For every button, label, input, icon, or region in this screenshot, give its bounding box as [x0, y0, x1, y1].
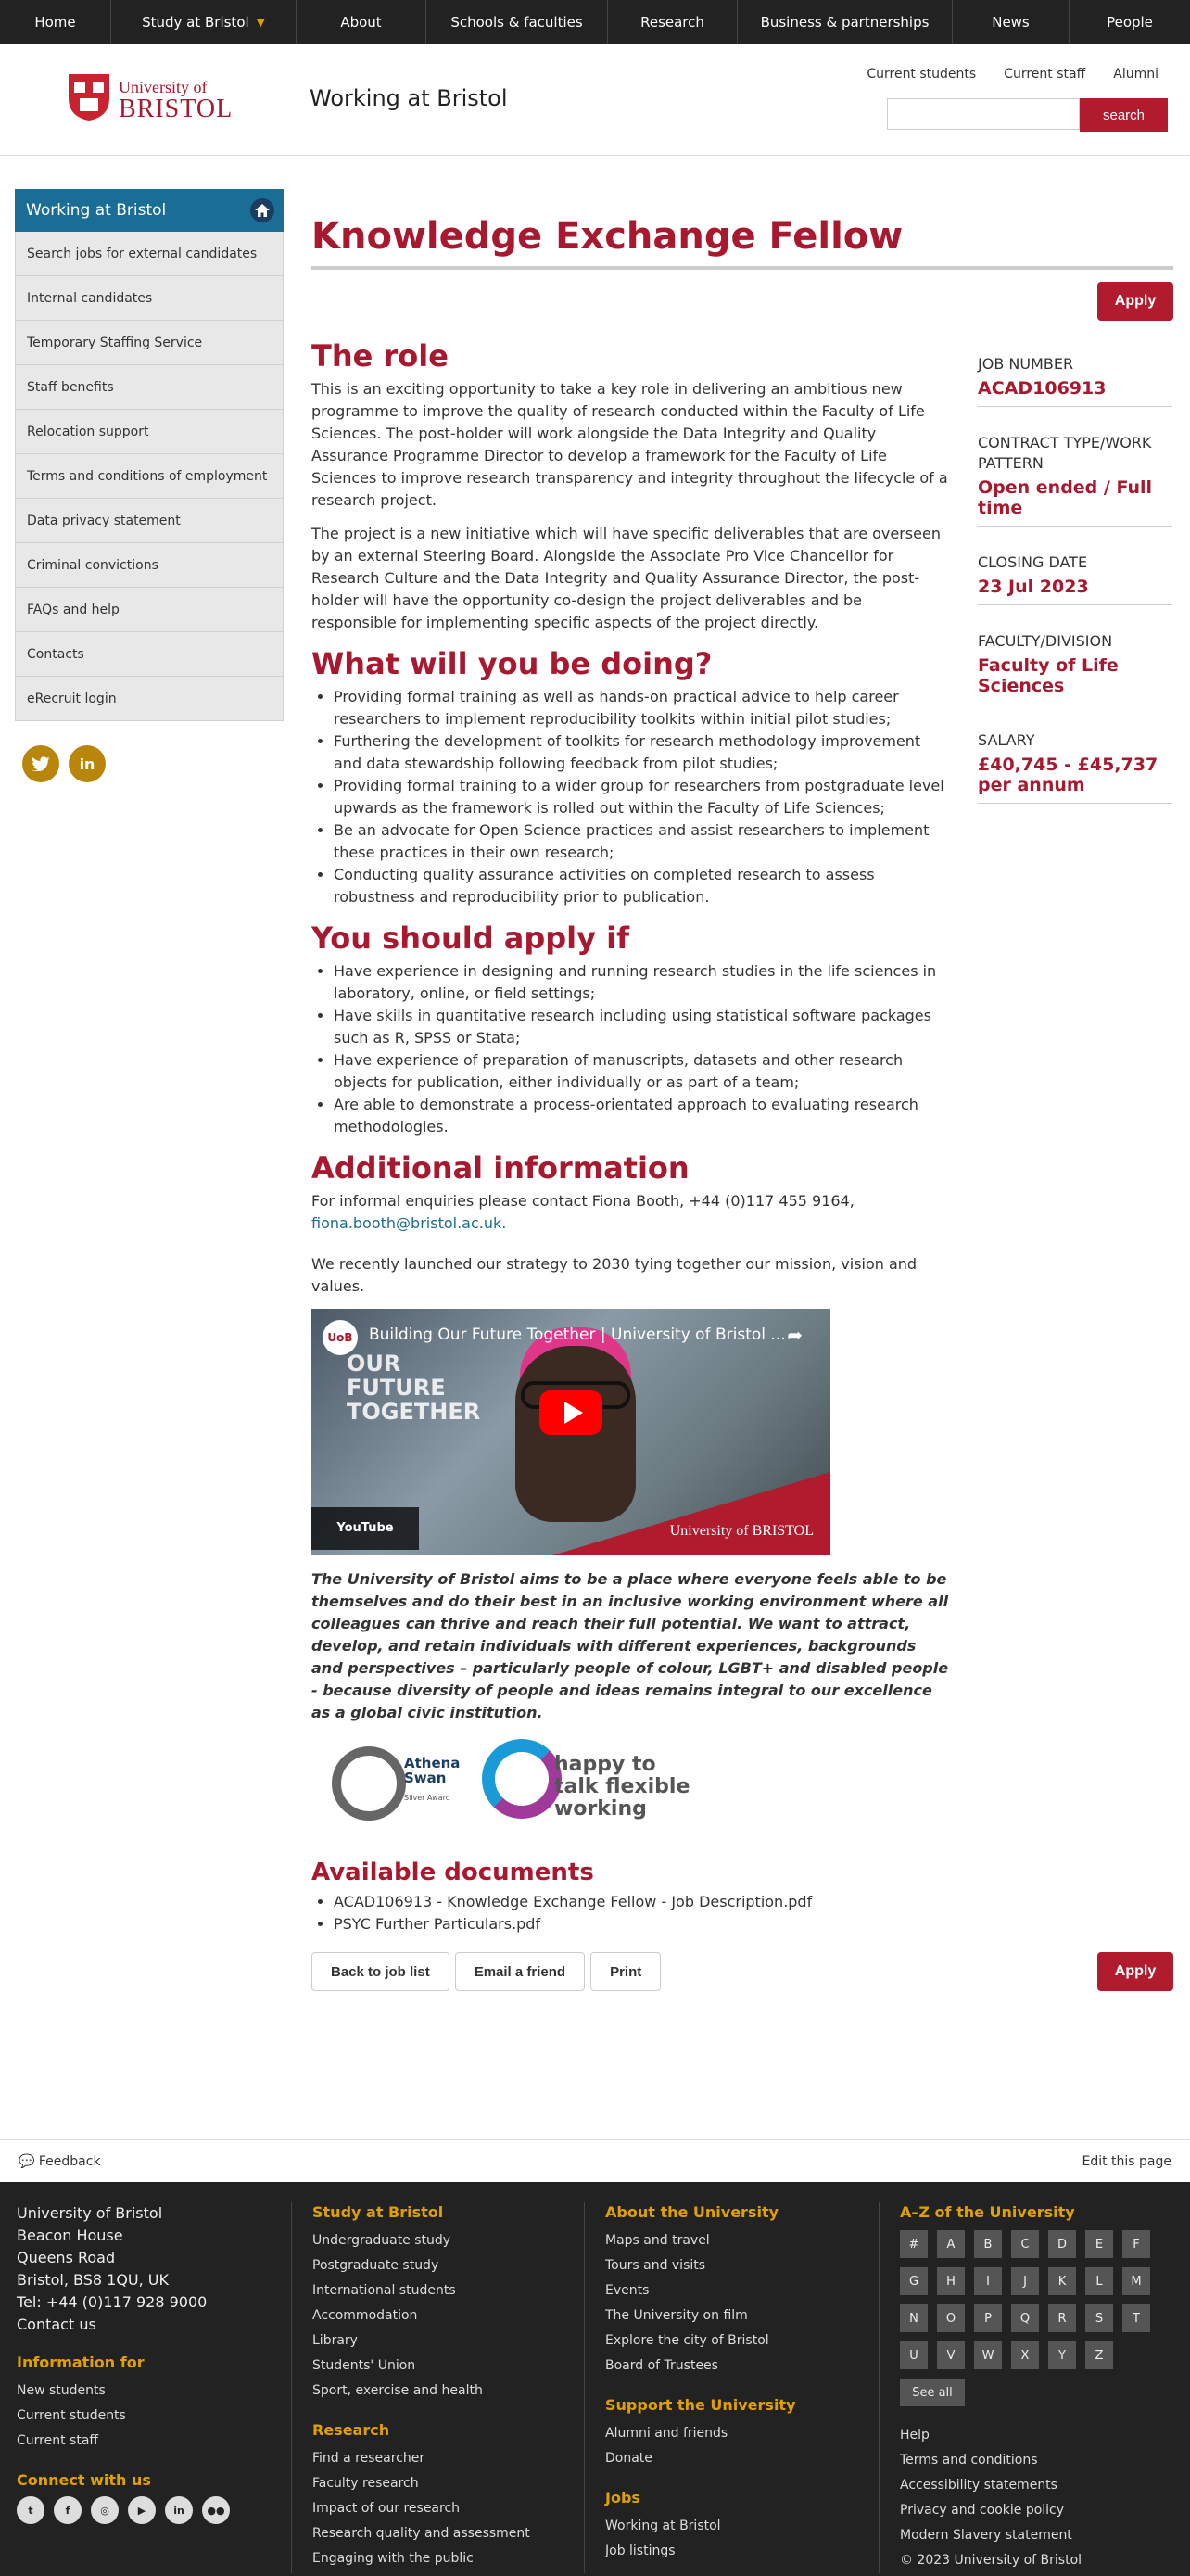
az-key[interactable]: U — [900, 2341, 928, 2369]
athena-sub: Silver Award — [404, 1794, 450, 1802]
list-item: • Conducting quality assurance activities on completed research to assess robustness and reproducibility prior to publication. — [334, 864, 951, 908]
diversity-statement: The University of Bristol aims to be a place where everyone feels able to be themselves and do their best in an inclusive working environment where all colleagues can thrive and reach their full potential. We want to attract, develop, and retain individuals with different experiences, backgrounds and perspectives – particularly people of colour, LGBT+ and disabled people - because diversity of people and ideas remains integral to our excellence as a global civic institution. — [311, 1570, 949, 1721]
search-input[interactable] — [887, 98, 1080, 130]
az-key[interactable]: E — [1085, 2230, 1113, 2258]
closing-date-value: 23 Jul 2023 — [978, 577, 1089, 597]
az-key[interactable]: H — [937, 2267, 965, 2295]
job-number-block — [978, 350, 1172, 407]
job-content — [311, 337, 951, 1947]
facebook-icon[interactable]: f — [54, 2496, 82, 2524]
share-icon[interactable]: ➦ — [787, 1324, 803, 1346]
youtube-logo[interactable] — [311, 1507, 419, 1550]
sidebar-heading[interactable] — [15, 189, 284, 232]
sidebar-social — [22, 745, 106, 782]
footer-link[interactable]: Faculty research — [312, 2476, 419, 2491]
contract-value: Open ended / Full time — [978, 477, 1153, 518]
az-key[interactable]: Z — [1085, 2341, 1113, 2369]
feedback-divider — [0, 2139, 1190, 2140]
footer-address-line: Bristol, BS8 1QU, UK — [17, 2271, 169, 2289]
nav-business[interactable]: Business & partnerships — [738, 0, 953, 44]
home-icon[interactable] — [250, 198, 274, 222]
footer-social — [17, 2496, 285, 2524]
az-key[interactable]: C — [1011, 2230, 1039, 2258]
nav-news[interactable]: News — [953, 0, 1070, 44]
footer-link[interactable]: Postgraduate study — [312, 2258, 439, 2273]
role-heading: The role — [311, 338, 449, 374]
list-item: • Have skills in quantitative research including using statistical software packages such as R, SPSS or Stata; — [334, 1005, 951, 1049]
nav-study[interactable]: Study at Bristol ▼ — [111, 0, 297, 44]
flex-line1: happy to — [554, 1753, 656, 1776]
nav-people[interactable]: People — [1107, 14, 1153, 31]
additional-heading: Additional information — [311, 1150, 690, 1186]
nav-schools[interactable]: Schools & faculties — [426, 0, 608, 44]
az-key[interactable]: # — [900, 2230, 928, 2258]
az-key[interactable]: B — [974, 2230, 1002, 2258]
footer-jobs-heading: Jobs — [605, 2489, 640, 2506]
footer-link[interactable]: Students' Union — [312, 2358, 416, 2373]
footer-link[interactable]: International students — [312, 2283, 456, 2298]
sidebar-item-criminal[interactable]: Criminal convictions — [15, 543, 284, 588]
az-key[interactable]: L — [1085, 2267, 1113, 2295]
footer-link[interactable]: Tours and visits — [605, 2258, 706, 2273]
list-item: • Be an advocate for Open Science practices and assist researchers to implement these practices in their own research; — [334, 819, 951, 864]
email-friend-button[interactable]: Email a friend — [455, 1952, 585, 1991]
az-key[interactable]: O — [937, 2304, 965, 2332]
sidebar-item-relocation[interactable]: Relocation support — [15, 410, 284, 454]
video-title[interactable]: Building Our Future Together | University of Bristol ... — [369, 1326, 786, 1344]
az-index — [900, 2230, 1184, 2406]
footer-link[interactable]: Library — [312, 2333, 358, 2348]
channel-logo[interactable]: UoB — [323, 1320, 358, 1355]
footer-connect-heading: Connect with us — [17, 2471, 151, 2489]
site-header — [0, 44, 1190, 156]
overlay-line3: TOGETHER — [347, 1399, 481, 1425]
az-key[interactable]: P — [974, 2304, 1002, 2332]
footer-support-heading: Support the University — [605, 2396, 796, 2414]
athena-swan-icon — [332, 1746, 406, 1821]
footer-address-line: Beacon House — [17, 2227, 123, 2244]
doing-list — [334, 686, 951, 908]
list-item: • Providing formal training to a wider group for researchers from postgraduate level upwards as the framework is rolled out within the Faculty of Life Sciences; — [334, 775, 951, 819]
footer-link[interactable]: New students — [17, 2383, 106, 2398]
feedback-label: Feedback — [38, 2154, 101, 2169]
az-key[interactable]: F — [1122, 2230, 1150, 2258]
footer-link[interactable]: Modern Slavery statement — [900, 2528, 1072, 2543]
back-to-job-list-button[interactable]: Back to job list — [311, 1952, 449, 1991]
video-player[interactable] — [311, 1309, 830, 1555]
documents-list — [334, 1891, 951, 1935]
footer-info-heading: Information for — [17, 2354, 145, 2371]
nav-research[interactable]: Research — [608, 0, 738, 44]
youtube-label: YouTube — [336, 1521, 394, 1535]
footer-column-study — [291, 2202, 578, 2573]
nav-home[interactable]: Home — [0, 0, 111, 44]
job-number-label: JOB NUMBER — [978, 355, 1074, 373]
closing-date-label: CLOSING DATE — [978, 553, 1088, 571]
chevron-down-icon: ▼ — [256, 16, 265, 29]
contract-label: CONTRACT TYPE/WORK PATTERN — [978, 434, 1152, 472]
az-key[interactable]: N — [900, 2304, 928, 2332]
athena-line1: Athena — [404, 1755, 461, 1771]
linkedin-icon[interactable]: in — [69, 745, 106, 782]
footer-address-line: Queens Road — [17, 2249, 116, 2266]
faculty-block — [978, 628, 1172, 704]
flex-line2: talk flexible — [554, 1775, 690, 1798]
flickr-icon[interactable]: ●● — [202, 2496, 230, 2524]
site-footer — [0, 2182, 1190, 2576]
contact-email-link[interactable]: fiona.booth@bristol.ac.uk. — [311, 1214, 507, 1232]
logo-line2: BRISTOL — [119, 95, 234, 123]
job-details — [978, 350, 1172, 826]
sidebar-item-internal[interactable]: Internal candidates — [15, 276, 284, 321]
sidebar-title: Working at Bristol — [26, 201, 167, 220]
flexible-working-text — [554, 1754, 690, 1821]
title-divider — [311, 266, 1173, 270]
footer-link[interactable]: Help — [900, 2428, 930, 2443]
list-item: • Are able to demonstrate a process-orientated approach to evaluating research methodologies. — [334, 1094, 951, 1138]
document-link-job-description[interactable]: ACAD106913 - Knowledge Exchange Fellow - Job Description.pdf — [334, 1893, 813, 1910]
footer-link[interactable]: Working at Bristol — [605, 2519, 721, 2533]
action-buttons — [311, 1952, 661, 1991]
contact-paragraph — [311, 1190, 951, 1235]
az-key[interactable]: S — [1085, 2304, 1113, 2332]
az-key[interactable]: I — [974, 2267, 1002, 2295]
footer-link[interactable]: Board of Trustees — [605, 2358, 718, 2373]
footer-contact-us-link[interactable]: Contact us — [17, 2316, 96, 2333]
az-key[interactable]: R — [1048, 2304, 1076, 2332]
list-item — [334, 1891, 951, 1913]
sidebar-item-terms[interactable]: Terms and conditions of employment — [15, 454, 284, 499]
sidebar-item-erecruit[interactable]: eRecruit login — [15, 677, 284, 721]
az-key[interactable]: A — [937, 2230, 965, 2258]
footer-link[interactable]: Job listings — [605, 2544, 676, 2558]
salary-block — [978, 727, 1172, 804]
footer-link[interactable]: Engaging with the public — [312, 2551, 474, 2566]
footer-link[interactable]: Impact of our research — [312, 2501, 461, 2516]
list-item: • Furthering the development of toolkits for research methodology improvement and data stewardship following feedback from pilot studies; — [334, 730, 951, 775]
closing-date-block — [978, 549, 1172, 605]
az-key[interactable]: K — [1048, 2267, 1076, 2295]
apply-button-top[interactable]: Apply — [1097, 282, 1173, 321]
overlay-line2: FUTURE — [347, 1375, 446, 1401]
az-key[interactable]: J — [1011, 2267, 1039, 2295]
sidebar-item-privacy[interactable]: Data privacy statement — [15, 499, 284, 543]
list-item: • Have experience in designing and running research studies in the life sciences in laboratory, online, or field settings; — [334, 960, 951, 1005]
footer-link[interactable]: Current staff — [17, 2433, 99, 2448]
az-key[interactable]: V — [937, 2341, 965, 2369]
salary-label: SALARY — [978, 731, 1035, 749]
footer-link[interactable]: Find a researcher — [312, 2451, 425, 2466]
az-key[interactable]: Y — [1048, 2341, 1076, 2369]
list-item — [334, 1913, 951, 1935]
az-key[interactable]: G — [900, 2267, 928, 2295]
az-see-all[interactable]: See all — [900, 2379, 965, 2406]
footer-link[interactable]: Explore the city of Bristol — [605, 2333, 769, 2348]
list-item: • Have experience of preparation of manuscripts, datasets and other research objects for publication, either individually or as part of a team; — [334, 1049, 951, 1094]
flex-line3: working — [554, 1797, 647, 1821]
nav-about[interactable]: About — [297, 0, 426, 44]
footer-link[interactable]: Research quality and assessment — [312, 2526, 530, 2541]
sidebar — [15, 189, 284, 721]
apply-button-bottom[interactable]: Apply — [1097, 1952, 1173, 1991]
edit-page-link[interactable]: Edit this page — [1082, 2154, 1171, 2169]
footer-link[interactable]: Accommodation — [312, 2308, 418, 2323]
footer-az-heading: A–Z of the University — [900, 2203, 1075, 2221]
footer-research-heading: Research — [312, 2421, 390, 2439]
footer-column-about — [584, 2202, 871, 2573]
footer-link[interactable]: Undergraduate study — [312, 2233, 451, 2248]
faculty-label: FACULTY/DIVISION — [978, 632, 1113, 650]
az-key[interactable]: D — [1048, 2230, 1076, 2258]
footer-study-heading: Study at Bristol — [312, 2203, 444, 2221]
video-brand: University of BRISTOL — [669, 1523, 814, 1539]
util-current-staff[interactable]: Current staff — [1004, 67, 1086, 82]
doing-heading: What will you be doing? — [311, 646, 713, 681]
page-title: Knowledge Exchange Fellow — [311, 215, 904, 258]
role-paragraph-1: This is an exciting opportunity to take a key role in delivering an ambitious new programme to improve the quality of research conducted within the Faculty of Life Sciences. The post-holder will work alongside the Data Integrity and Quality Assurance Programme Director to develop a framework for the Faculty of Life Sciences to improve research transparency and integrity throughout the lifecycle of a research project. — [311, 380, 948, 509]
utility-links — [867, 67, 1158, 82]
footer-about-heading: About the University — [605, 2203, 779, 2221]
logo-line1: University of — [119, 78, 208, 96]
salary-value: £40,745 - £45,737 per annum — [978, 755, 1158, 795]
documents-heading: Available documents — [311, 1859, 594, 1886]
footer-column-az — [879, 2202, 1184, 2573]
athena-swan-text — [404, 1756, 460, 1785]
footer-link[interactable]: Alumni and friends — [605, 2426, 728, 2441]
linkedin-icon[interactable]: in — [165, 2496, 193, 2524]
document-link-further-particulars[interactable]: PSYC Further Particulars.pdf — [334, 1915, 541, 1933]
footer-phone: Tel: +44 (0)117 928 9000 — [17, 2293, 208, 2311]
feedback-icon: 💬 — [19, 2154, 39, 2169]
footer-link[interactable]: The University on film — [605, 2308, 748, 2323]
play-icon[interactable] — [539, 1390, 602, 1435]
sidebar-item-benefits[interactable]: Staff benefits — [15, 365, 284, 410]
footer-copyright: © 2023 University of Bristol — [900, 2553, 1082, 2568]
twitter-icon[interactable] — [22, 745, 59, 782]
instagram-icon[interactable]: ◎ — [91, 2496, 119, 2524]
site-title[interactable]: Working at Bristol — [310, 85, 508, 111]
footer-link[interactable]: Current students — [17, 2408, 126, 2423]
contact-text: For informal enquiries please contact Fiona Booth, +44 (0)117 455 9164, — [311, 1192, 855, 1210]
accreditation-logos — [311, 1735, 951, 1837]
util-current-students[interactable]: Current students — [867, 67, 977, 82]
overlay-line1: OUR — [347, 1351, 401, 1377]
search-button[interactable]: search — [1080, 98, 1168, 132]
footer-address-line: University of Bristol — [17, 2204, 163, 2222]
apply-if-list — [334, 960, 951, 1138]
faculty-value: Faculty of Life Sciences — [978, 655, 1119, 696]
footer-link[interactable]: Accessibility statements — [900, 2478, 1057, 2493]
feedback-link[interactable] — [19, 2154, 101, 2169]
athena-line2: Swan — [404, 1770, 447, 1786]
youtube-icon[interactable]: ▶ — [128, 2496, 156, 2524]
az-key[interactable]: Q — [1011, 2304, 1039, 2332]
footer-link[interactable]: Events — [605, 2283, 650, 2298]
sidebar-item-contacts[interactable]: Contacts — [15, 632, 284, 677]
video-overlay-text — [347, 1351, 480, 1424]
sidebar-item-temporary[interactable]: Temporary Staffing Service — [15, 321, 284, 365]
util-alumni[interactable]: Alumni — [1113, 67, 1158, 82]
az-key[interactable]: T — [1122, 2304, 1150, 2332]
print-button[interactable]: Print — [590, 1952, 661, 1991]
top-navigation — [0, 0, 1190, 44]
apply-if-heading: You should apply if — [311, 920, 630, 956]
sidebar-item-faqs[interactable]: FAQs and help — [15, 588, 284, 632]
university-logo[interactable] — [65, 70, 236, 126]
crest-icon — [65, 70, 113, 122]
twitter-icon[interactable]: t — [17, 2496, 44, 2524]
role-paragraph-2: The project is a new initiative which will have specific deliverables that are overseen by an external Steering Board. Alongside the Associate Pro Vice Chancellor for Research Culture and the Data Integrity and Quality Assurance Director, the post-holder will have the opportunity co-design the project deliverables and be responsible for implementing specific aspects of the project directly. — [311, 525, 941, 631]
footer-link[interactable]: Sport, exercise and health — [312, 2383, 483, 2398]
az-key[interactable]: X — [1011, 2341, 1039, 2369]
az-key[interactable]: W — [974, 2341, 1002, 2369]
sidebar-item-search-jobs[interactable]: Search jobs for external candidates — [15, 232, 284, 276]
az-key[interactable]: M — [1122, 2267, 1150, 2295]
footer-link[interactable]: Terms and conditions — [900, 2453, 1038, 2468]
footer-link[interactable]: Maps and travel — [605, 2233, 710, 2248]
contract-block — [978, 429, 1172, 527]
strategy-paragraph: We recently launched our strategy to 2030 tying together our mission, vision and values. — [311, 1255, 918, 1295]
flexible-working-icon — [482, 1739, 562, 1819]
footer-link[interactable]: Privacy and cookie policy — [900, 2503, 1065, 2518]
list-item: • Providing formal training as well as hands-on practical advice to help career researchers to implement reproducibility toolkits within initial pilot studies; — [334, 686, 951, 730]
job-number-value: ACAD106913 — [978, 378, 1107, 399]
footer-column-contact — [17, 2202, 285, 2524]
footer-link[interactable]: Donate — [605, 2451, 652, 2466]
